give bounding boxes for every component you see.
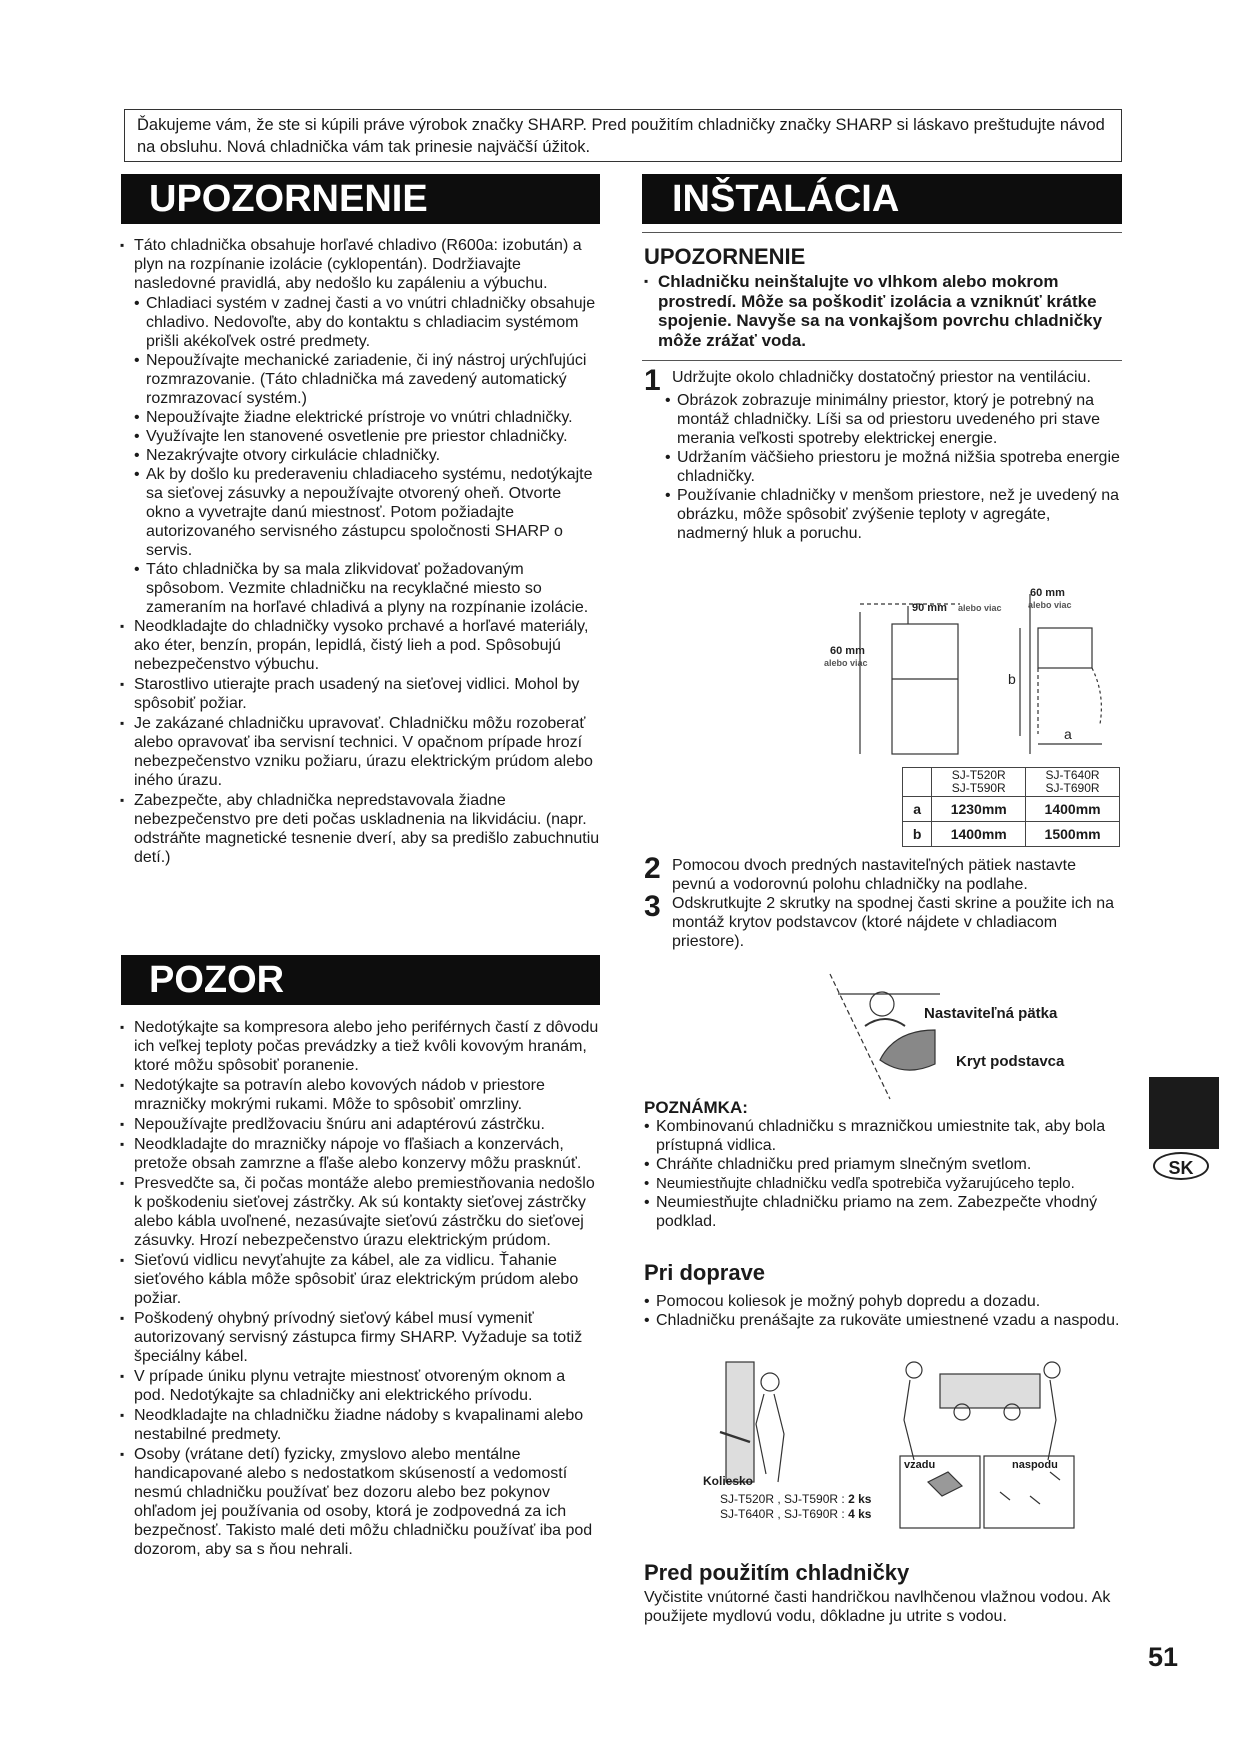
rear-gap-note: alebo viac	[1028, 600, 1072, 610]
table-header-cell: SJ-T640R SJ-T690R	[1026, 768, 1120, 797]
side-gap-label: 60 mm	[830, 645, 865, 657]
transport-section	[644, 1260, 1122, 1330]
adjustable-foot-diagram	[820, 964, 970, 1104]
body-text: Vyčistite vnútorné časti handričkou navlhčenou vlažnou vodou. Ak použijete mydlovú vodu, dôkladne ju utrite s vodou.	[644, 1589, 1111, 1625]
list-item: ▪ Osoby (vrátane detí) fyzicky, zmyslovo alebo mentálne handicapované alebo s nedostatkom skúseností a vedomostí nesmú chladničku používať bez dozoru alebo bez pokynov ohľadom jej používania od osoby, ktorá je zodpovedná za ich bezpečnosť. Takisto malé deti môžu chladničku používať iba pod dozorom, aby sa s ňou nehrali.	[120, 1445, 600, 1559]
list-item: ▪ Nepoužívajte predlžovaciu šnúru ani adaptérovú zástrčku.	[120, 1115, 600, 1134]
table-cell: a	[903, 797, 932, 822]
step-text: Udržujte okolo chladničky dostatočný priestor na ventiláciu.	[672, 369, 1091, 386]
side-tab	[1149, 1077, 1219, 1149]
list-subitem: • Nezakrývajte otvory cirkulácie chladničky.	[120, 446, 600, 465]
rear-gap-label: 60 mm	[1030, 587, 1065, 599]
list-subitem: • Používanie chladničky v menšom priestore, než je uvedený na obrázku, môže spôsobiť zvýšenie teploty v agregáte, nadmerný hluk a poruchu.	[644, 486, 1122, 543]
list-item: ▪ Nedotýkajte sa kompresora alebo jeho periférnych častí z dôvodu ich veľkej teploty počas prevádzky a tiež kvôli kovovým hranám, ktoré môžu spôsobiť poranenie.	[120, 1018, 600, 1075]
step-item	[644, 852, 1122, 894]
intro-box: Ďakujeme vám, že ste si kúpili práve výrobok značky SHARP. Pred použitím chladničky značky SHARP si láskavo preštudujte návod na obsluhu. Nová chladnička vám tak prinesie najväčší úžitok.	[124, 109, 1122, 162]
list-item: ▪ Starostlivo utierajte prach usadený na sieťovej vidlici. Mohol by spôsobiť požiar.	[120, 675, 600, 713]
table-header-cell: SJ-T520R SJ-T590R	[932, 768, 1026, 797]
list-item: ▪ Je zakázané chladničku upravovať. Chladničku môžu rozoberať alebo opravovať iba servisní technici. V opačnom prípade hrozí nebezpečenstvo vzniku požiaru, úrazu elektrickým prúdom alebo iného úrazu.	[120, 714, 600, 790]
wheel-label: Koliesko	[703, 1474, 754, 1488]
list-item: ▪ Táto chladnička obsahuje horľavé chladivo (R600a: izobután) a plyn na rozpínanie izolácie (cyklopentán). Dodržiavajte nasledovné pravidlá, aby nedošlo ku zapáleniu a výbuchu.	[120, 236, 600, 293]
upozornenie-list	[120, 236, 600, 868]
qty-text: 2 ks	[848, 1492, 872, 1506]
list-item: ▪ Zabezpečte, aby chladnička nepredstavovala žiadne nebezpečenstvo pre deti počas uskladnenia na likvidáciu. (napr. odstráňte magnetické tesnenie dverí, aby sa predišlo zabuchnutiu detí.)	[120, 791, 600, 867]
step-number: 1	[644, 364, 661, 397]
list-subitem: • Obrázok zobrazuje minimálny priestor, ktorý je potrebný na montáž chladničky. Líši sa od priestoru uvedeného pri stave merania veľkosti spotreby elektrickej energie.	[644, 391, 1122, 448]
list-subitem: • Využívajte len stanovené osvetlenie pre priestor chladničky.	[120, 427, 600, 446]
list-item: • Chladničku prenášajte za rukoväte umiestnené vzadu a naspodu.	[644, 1311, 1122, 1330]
note-heading: POZNÁMKA:	[644, 1098, 748, 1117]
step-number: 3	[644, 890, 661, 923]
list-subitem: • Chladiaci systém v zadnej časti a vo vnútri chladničky obsahuje chladivo. Nedovoľte, aby do kontaktu s chladiacim systémom prišli akékoľvek ostré predmety.	[120, 294, 600, 351]
bottom-label: naspodu	[1012, 1459, 1058, 1471]
step-number: 2	[644, 852, 661, 885]
note-section	[644, 1098, 1122, 1231]
before-use-section	[644, 1560, 1122, 1626]
table-cell: 1230mm	[932, 797, 1026, 822]
list-subitem: • Udržaním väčšieho priestoru je možná nižšia spotreba energie chladničky.	[644, 448, 1122, 486]
pozor-list	[120, 1018, 600, 1560]
list-subitem: • Táto chladnička by sa mala zlikvidovať požadovaným spôsobom. Vezmite chladničku na recyklačné miesto so zameraním na horľavé chladivá a plyny na rozpínanie izolácie.	[120, 560, 600, 617]
list-item: ▪ V prípade úniku plynu vetrajte miestnosť otvoreným oknom a pod. Nedotýkajte sa chladničky ani elektrického prívodu.	[120, 1367, 600, 1405]
list-subitem: • Nepoužívajte mechanické zariadenie, či iný nástroj urýchľujúci rozmrazovanie. (Táto chladnička má zavedený automatický rozmrazovací systém.)	[120, 351, 600, 408]
top-gap-label: 90 mm	[912, 602, 947, 614]
list-item: ▪ Neodkladajte do mrazničky nápoje vo fľašiach a konzervách, pretože obsah zamrzne a fľaše alebo konzervy môžu prasknúť.	[120, 1135, 600, 1173]
base-cover-label: Kryt podstavca	[956, 1053, 1065, 1070]
models-text: SJ-T520R , SJ-T590R :	[720, 1492, 845, 1506]
list-item: ▪ Neodkladajte na chladničku žiadne nádoby s kvapalinami alebo nestabilné predmety.	[120, 1406, 600, 1444]
list-item: ▪ Nedotýkajte sa potravín alebo kovových nádob v priestore mrazničky mokrými rukami. Môže to spôsobiť omrzliny.	[120, 1076, 600, 1114]
dimension-b-label: b	[1008, 671, 1016, 687]
table-cell: 1400mm	[1026, 797, 1120, 822]
list-item: ▪ Presvedčte sa, či počas montáže alebo premiestňovania nedošlo k poškodeniu sieťovej zástrčky. Ak sú kontakty sieťovej zástrčky alebo kábla uvoľnené, nezasúvajte sieťovú zástrčku do sieťovej zásuvky. Hrozí nebezpečenstvo úrazu elektrickým prúdom.	[120, 1174, 600, 1250]
table-cell: 1500mm	[1026, 822, 1120, 847]
install-warning	[644, 244, 1122, 351]
table-cell: b	[903, 822, 932, 847]
note-item: • Neumiestňujte chladničku vedľa spotrebiča vyžarujúceho teplo.	[644, 1174, 1122, 1193]
qty-text: 4 ks	[848, 1507, 872, 1521]
list-item: ▪ Neodkladajte do chladničky vysoko prchavé a horľavé materiály, ako éter, benzín, propán, lepidlá, čistý lieh a pod. Spôsobujú nebezpečenstvo výbuchu.	[120, 617, 600, 674]
table-cell: 1400mm	[932, 822, 1026, 847]
step-text: Pomocou dvoch predných nastaviteľných pätiek nastavte pevnú a vodorovnú polohu chladničky na podlahe.	[672, 857, 1077, 893]
step-text: Odskrutkujte 2 skrutky na spodnej časti skrine a použite ich na montáž krytov podstavcov (ktoré nájdete v chladiacom priestore).	[672, 895, 1114, 950]
section-heading: Pri doprave	[644, 1260, 766, 1285]
step-item	[644, 890, 1122, 951]
instalacia-banner: INŠTALÁCIA	[642, 174, 1122, 224]
models-qty-1	[720, 1492, 871, 1506]
dimension-a-label: a	[1064, 726, 1072, 742]
note-item: • Chráňte chladničku pred priamym slnečným svetlom.	[644, 1155, 1122, 1174]
pozor-banner: POZOR	[121, 955, 600, 1005]
language-badge: SK	[1153, 1152, 1209, 1180]
list-subitem: • Ak by došlo ku prederaveniu chladiaceho systému, nedotýkajte sa sieťovej zásuvky a nepoužívajte otvorený oheň. Otvorte okno a vyvetrajte danú miestnosť. Potom požiadajte autorizovaného servisného zástupcu spoločnosti SHARP o servis.	[120, 465, 600, 560]
table-cell	[903, 768, 932, 797]
warning-text: ▪ Chladničku neinštalujte vo vlhkom alebo mokrom prostredí. Môže sa poškodiť izolácia a vzniknúť krátke spojenie. Navyše sa na vonkajšom povrchu chladničky môže zrážať voda.	[644, 272, 1122, 350]
upozornenie-banner: UPOZORNENIE	[121, 174, 600, 224]
clearance-diagram	[820, 584, 1120, 764]
models-text: SJ-T640R , SJ-T690R :	[720, 1507, 845, 1521]
table-row	[903, 797, 1120, 822]
page-number: 51	[1148, 1642, 1179, 1672]
side-gap-note: alebo viac	[824, 658, 868, 668]
steps-2-3	[644, 852, 1122, 951]
divider	[642, 232, 1122, 233]
section-heading: Pred použitím chladničky	[644, 1560, 910, 1585]
models-qty-2	[720, 1507, 871, 1521]
rear-label: vzadu	[904, 1459, 936, 1471]
step-1	[644, 364, 1122, 543]
note-item: • Neumiestňujte chladničku priamo na zem. Zabezpečte vhodný podklad.	[644, 1193, 1122, 1231]
dimensions-table	[902, 767, 1120, 847]
note-item: • Kombinovanú chladničku s mrazničkou umiestnite tak, aby bola prístupná vidlica.	[644, 1117, 1122, 1155]
table-row	[903, 822, 1120, 847]
divider	[642, 360, 1122, 361]
list-item: • Pomocou koliesok je možný pohyb dopredu a dozadu.	[644, 1292, 1122, 1311]
list-subitem: • Nepoužívajte žiadne elektrické prístroje vo vnútri chladničky.	[120, 408, 600, 427]
top-gap-note: alebo viac	[958, 603, 1002, 613]
step-item	[644, 364, 1122, 397]
list-item: ▪ Sieťovú vidlicu nevyťahujte za kábel, ale za vidlicu. Ťahanie sieťového kábla môže spôsobiť úraz elektrickým prúdom alebo požiar.	[120, 1251, 600, 1308]
table-header-row	[903, 768, 1120, 797]
list-item: ▪ Poškodený ohybný prívodný sieťový kábel musí vymeniť autorizovaný servisný zástupca firmy SHARP. Vyžaduje sa totiž špeciálny kábel.	[120, 1309, 600, 1366]
section-heading: UPOZORNENIE	[644, 244, 806, 269]
adjustable-foot-label: Nastaviteľná pätka	[924, 1005, 1058, 1022]
